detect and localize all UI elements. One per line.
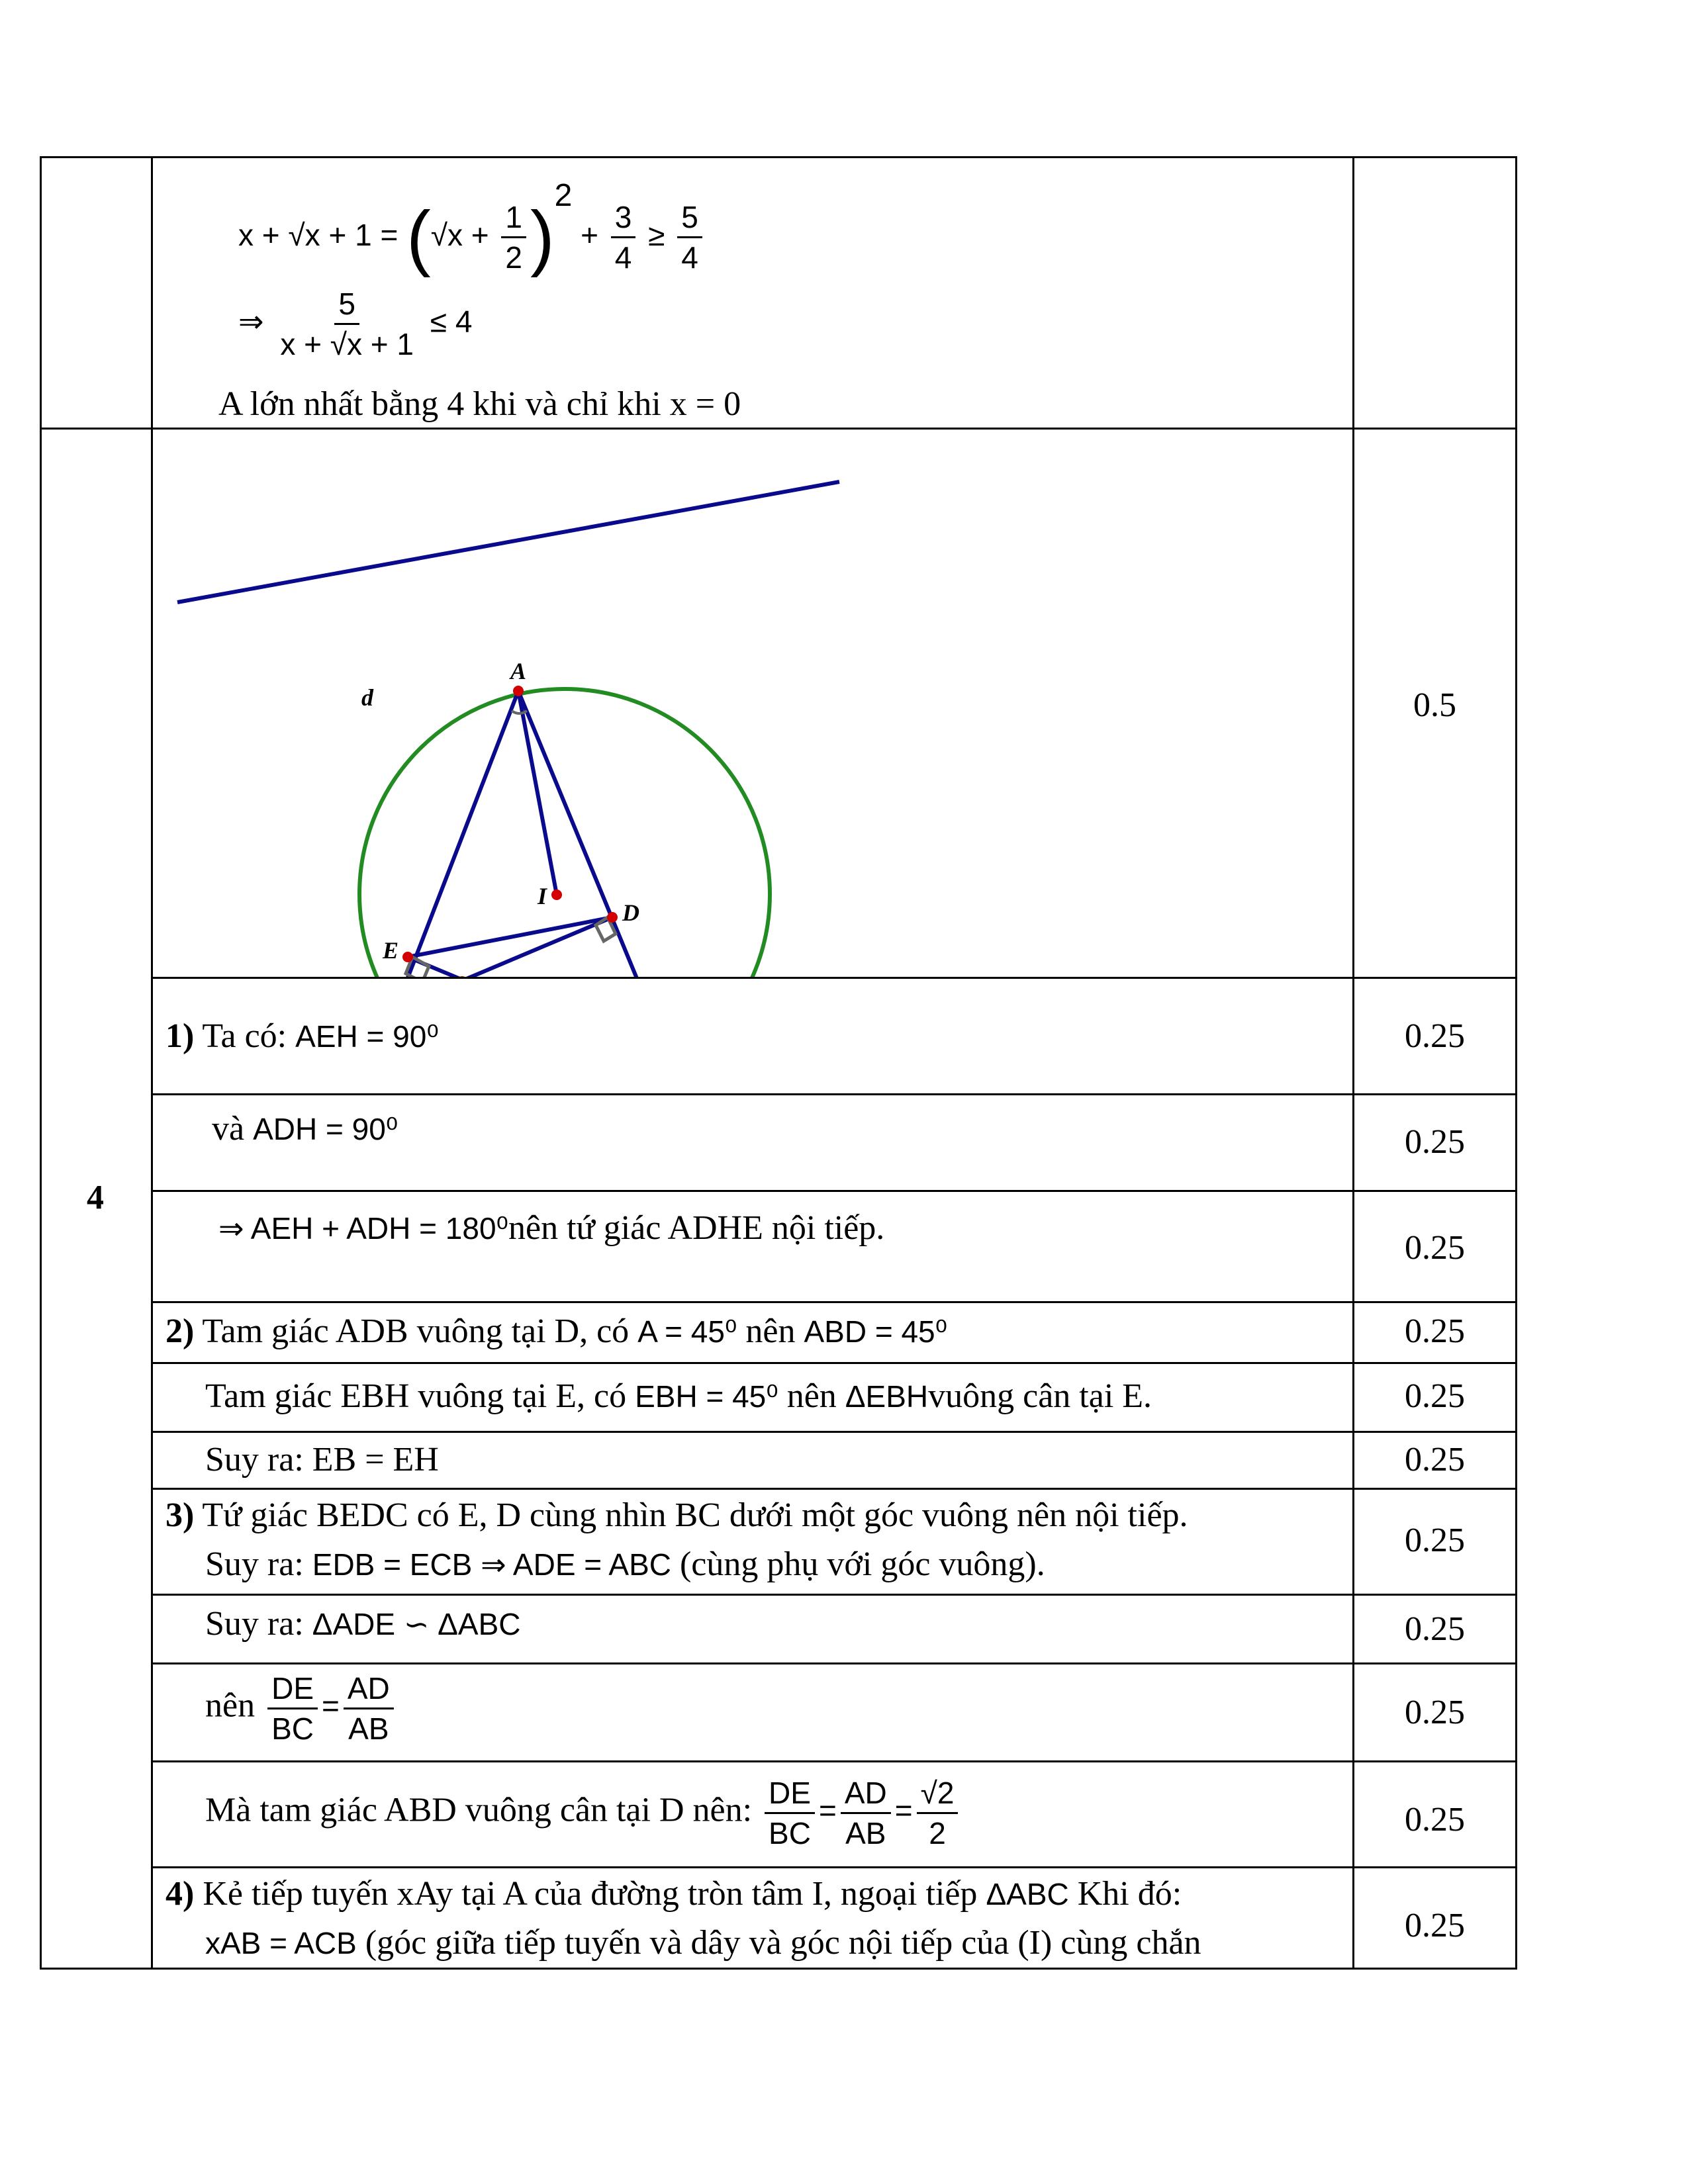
- text: Suy ra:: [205, 1605, 312, 1643]
- frac-den: 4: [681, 240, 698, 275]
- row-divider: [151, 977, 1517, 979]
- point-A: [513, 686, 524, 696]
- frac-num: DE: [267, 1669, 318, 1709]
- conclusion-text: A lớn nhất bằng 4 khi và chỉ khi x = 0: [218, 385, 741, 423]
- frac-den: BC: [271, 1711, 314, 1746]
- fraction-de-bc: [267, 1669, 318, 1748]
- score-figure: 0.5: [1413, 686, 1456, 724]
- tangent-line-d: [177, 482, 839, 602]
- score-part1b: 0.25: [1405, 1123, 1465, 1161]
- score-part2b: 0.25: [1405, 1377, 1465, 1415]
- paren-close: ): [530, 196, 555, 278]
- frac-num: DE: [765, 1774, 815, 1814]
- equation-completing-square: [238, 176, 706, 277]
- segment-AI: [518, 691, 557, 895]
- math: ΔADE ∽ ΔABC: [312, 1607, 521, 1641]
- answer-table: [40, 156, 1517, 1970]
- math: EBH = 45⁰: [635, 1379, 778, 1414]
- label-E: E: [383, 937, 399, 964]
- row-divider: [151, 1662, 1517, 1664]
- equals: =: [322, 1688, 340, 1723]
- math: ⇒ AEH + ADH = 180⁰: [218, 1211, 508, 1246]
- part2-line-c: Suy ra: EB = EH: [205, 1441, 439, 1479]
- frac-den: 4: [614, 240, 632, 275]
- text: (góc giữa tiếp tuyến và dây và góc nội tiếp của (I) cùng chắn: [356, 1924, 1201, 1962]
- implies-arrow: ⇒: [238, 304, 273, 339]
- text: Tứ giác BEDC có E, D cùng nhìn BC dưới một góc vuông nên nội tiếp.: [194, 1496, 1188, 1534]
- part3-line-c: [205, 1669, 398, 1748]
- math: ADH = 90⁰: [253, 1112, 399, 1146]
- eq-lhs: x + √x + 1 =: [238, 218, 407, 252]
- text: Tam giác ADB vuông tại D, có: [194, 1312, 638, 1350]
- part3-line-b: [205, 1604, 521, 1644]
- label-d: d: [361, 684, 373, 711]
- table-border-bottom: [40, 1968, 1517, 1970]
- score-part3d: 0.25: [1405, 1801, 1465, 1839]
- score-part3c: 0.25: [1405, 1694, 1465, 1731]
- part-number: 3): [165, 1496, 195, 1534]
- math: AEH = 90⁰: [295, 1019, 439, 1054]
- row-divider: [151, 1488, 1517, 1490]
- equals: =: [894, 1793, 913, 1828]
- part1-line-b: [212, 1109, 398, 1149]
- part1-line-a: [165, 1017, 439, 1056]
- row-divider: [151, 1431, 1517, 1433]
- fraction-ad-ab: [841, 1774, 891, 1852]
- segment-AB: [396, 691, 518, 977]
- score-part3b: 0.25: [1405, 1610, 1465, 1648]
- score-part2a: 0.25: [1405, 1312, 1465, 1350]
- part2-line-a: [165, 1312, 947, 1351]
- fraction-ad-ab: [344, 1669, 394, 1748]
- math: A = 45⁰: [637, 1314, 737, 1349]
- text: Tam giác EBH vuông tại E, có: [205, 1377, 635, 1415]
- text: Mà tam giác ABD vuông cân tại D nên:: [205, 1791, 761, 1829]
- text: Ta có:: [194, 1017, 296, 1055]
- part3-line-a1: [165, 1496, 1188, 1535]
- circumcircle: [359, 689, 770, 977]
- frac-num: 5: [677, 198, 702, 238]
- point-E: [402, 952, 413, 962]
- score-part1c: 0.25: [1405, 1229, 1465, 1267]
- row-divider: [151, 1093, 1517, 1095]
- part-number: 1): [165, 1017, 195, 1055]
- text: Khi đó:: [1068, 1875, 1182, 1913]
- text: Suy ra:: [205, 1545, 312, 1583]
- eq-plus: +: [572, 218, 607, 252]
- row-divider: [151, 1301, 1517, 1303]
- frac-num: 1: [501, 198, 526, 238]
- frac-num: AD: [841, 1774, 891, 1814]
- label-I: I: [538, 883, 547, 909]
- score-part3a: 0.25: [1405, 1522, 1465, 1559]
- part-number: 4): [165, 1875, 195, 1913]
- math: ΔEBH: [845, 1379, 929, 1414]
- label-D: D: [622, 899, 639, 926]
- math: xAB = ACB: [205, 1926, 357, 1960]
- text: (cùng phụ với góc vuông).: [671, 1545, 1045, 1583]
- angle-mark-A: [512, 711, 527, 713]
- frac-den: 2: [505, 240, 523, 275]
- part2-line-b: [205, 1377, 1152, 1416]
- frac-den: AB: [348, 1711, 389, 1746]
- row-divider: [151, 1190, 1517, 1192]
- frac-den: BC: [769, 1816, 811, 1850]
- fraction-three-quarters: [611, 198, 636, 277]
- segment-AC: [518, 691, 674, 977]
- section-number: 4: [87, 1179, 104, 1216]
- text: nên: [778, 1377, 845, 1415]
- row-divider: [151, 1760, 1517, 1762]
- part3-line-a2: [205, 1545, 1045, 1584]
- part1-line-c: [218, 1208, 884, 1248]
- equals: =: [818, 1793, 837, 1828]
- frac-num: √2: [917, 1774, 959, 1814]
- math: EDB = ECB ⇒ ADE = ABC: [312, 1547, 671, 1582]
- eq-rel: ≤ 4: [422, 304, 473, 339]
- score-part2c: 0.25: [1405, 1441, 1465, 1479]
- paren-open: (: [406, 196, 431, 278]
- math: ABD = 45⁰: [804, 1314, 948, 1349]
- part-number: 2): [165, 1312, 195, 1350]
- table-border-top: [40, 156, 1517, 158]
- part4-line-a1: [165, 1874, 1182, 1914]
- score-part1a: 0.25: [1405, 1017, 1465, 1055]
- frac-den: 2: [929, 1816, 946, 1850]
- text: nên: [737, 1312, 804, 1350]
- frac-num: 5: [334, 285, 359, 325]
- row-divider: [151, 1594, 1517, 1596]
- segment-ED: [408, 917, 612, 957]
- text: vuông cân tại E.: [928, 1377, 1152, 1415]
- fraction-half: [501, 198, 526, 277]
- eq-inner: √x +: [430, 218, 498, 252]
- part4-line-a2: [205, 1923, 1201, 1963]
- geometry-figure: [151, 428, 1352, 977]
- frac-num: 3: [611, 198, 636, 238]
- exponent: 2: [554, 178, 573, 213]
- label-A: A: [510, 658, 527, 684]
- row-divider: [151, 1866, 1517, 1868]
- text: nên: [205, 1686, 264, 1725]
- point-I: [551, 889, 562, 900]
- fraction-de-bc: [765, 1774, 815, 1852]
- row-divider: [151, 1362, 1517, 1364]
- text: nên tứ giác ADHE nội tiếp.: [508, 1209, 885, 1247]
- fraction-sqrt2-2: [917, 1774, 959, 1852]
- fraction-five-over: [276, 285, 418, 363]
- point-D: [607, 912, 618, 923]
- eq-ge: ≥: [639, 218, 674, 252]
- part3-line-d: [205, 1774, 962, 1852]
- math: ΔABC: [986, 1877, 1069, 1911]
- score-part4a: 0.25: [1405, 1907, 1465, 1944]
- frac-num: AD: [344, 1669, 394, 1709]
- text: và: [212, 1110, 254, 1148]
- equation-bound: [238, 285, 472, 363]
- frac-den: AB: [845, 1816, 886, 1850]
- frac-den: x + √x + 1: [280, 327, 414, 361]
- text: Kẻ tiếp tuyến xAy tại A của đường tròn tâm I, ngoại tiếp: [194, 1875, 986, 1913]
- fraction-five-quarters: [677, 198, 702, 277]
